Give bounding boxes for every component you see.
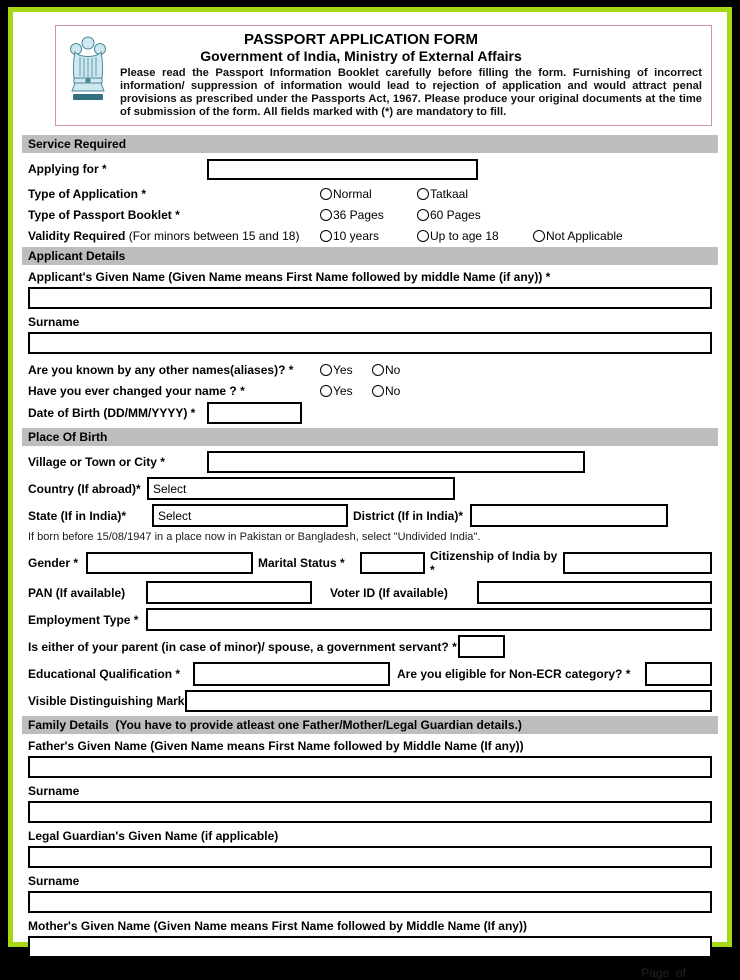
village-label: Village or Town or City * bbox=[28, 455, 165, 469]
govt-servant-row bbox=[22, 635, 718, 658]
type-of-application-label: Type of Application * bbox=[28, 186, 147, 201]
state-district-row bbox=[22, 504, 718, 527]
form-title: PASSPORT APPLICATION FORM bbox=[244, 31, 478, 48]
guardian-given-name-label: Legal Guardian's Given Name (if applicable) bbox=[28, 829, 279, 843]
page-number-label: Page of bbox=[641, 966, 686, 980]
father-surname-input[interactable] bbox=[28, 801, 712, 823]
employment-row bbox=[22, 608, 718, 631]
applying-for-label: Applying for * bbox=[28, 162, 107, 176]
undivided-india-note: If born before 15/08/1947 in a place now in Pakistan or Bangladesh, select "Undivided India". bbox=[28, 531, 481, 543]
govt-servant-input[interactable] bbox=[458, 635, 505, 658]
radio-icon[interactable] bbox=[320, 230, 332, 242]
radio-option-60-pages[interactable]: 60 Pages bbox=[417, 208, 481, 222]
pan-voter-row bbox=[22, 581, 718, 604]
gender-label: Gender * bbox=[28, 556, 79, 570]
dob-input[interactable] bbox=[207, 402, 302, 424]
changed-name-row bbox=[22, 381, 718, 400]
marital-status-label: Marital Status * bbox=[258, 556, 345, 570]
non-ecr-input[interactable] bbox=[645, 662, 712, 686]
radio-icon[interactable] bbox=[533, 230, 545, 242]
form-instructions: Please read the Passport Information Booklet carefully before filling the form. Furnishing of incorrect information/ suppression of information would lead to rejection of application and would attract penal provisions as prescribed under the Passports Act, 1967. Please produce your original documents at the time of submission of the form. All fields marked with (*) are mandatory to fill. bbox=[120, 67, 702, 118]
distinguishing-mark-input[interactable] bbox=[185, 690, 712, 712]
dob-row bbox=[22, 402, 718, 424]
type-of-application-row bbox=[22, 184, 718, 203]
pan-input[interactable] bbox=[146, 581, 312, 604]
radio-changed-yes[interactable]: Yes bbox=[320, 384, 372, 398]
applicant-given-name-label: Applicant's Given Name (Given Name means First Name followed by middle Name (if any)) * bbox=[28, 270, 551, 284]
citizenship-input[interactable] bbox=[563, 552, 712, 574]
applicant-surname-input[interactable] bbox=[28, 332, 712, 354]
mother-given-name-label: Mother's Given Name (Given Name means First Name followed by Middle Name (If any)) bbox=[28, 919, 527, 933]
radio-icon[interactable] bbox=[417, 209, 429, 221]
form-header bbox=[55, 25, 712, 126]
education-label: Educational Qualification * bbox=[28, 667, 181, 681]
validity-required-label: Validity Required (For minors between 15 and 18) bbox=[28, 228, 300, 243]
voter-id-input[interactable] bbox=[477, 581, 712, 604]
aliases-label: Are you known by any other names(aliases)? * bbox=[28, 362, 294, 377]
radio-icon[interactable] bbox=[320, 188, 332, 200]
employment-input[interactable] bbox=[146, 608, 712, 631]
employment-label: Employment Type * bbox=[28, 612, 139, 627]
applicant-surname-label: Surname bbox=[28, 315, 80, 329]
gender-marital-citizenship-row bbox=[22, 549, 718, 577]
type-of-booklet-label: Type of Passport Booklet * bbox=[28, 207, 180, 222]
country-row bbox=[22, 477, 718, 500]
radio-option-not-applicable[interactable]: Not Applicable bbox=[533, 229, 623, 243]
form-subtitle: Government of India, Ministry of External Affairs bbox=[200, 48, 522, 64]
father-given-name-label: Father's Given Name (Given Name means First Name followed by Middle Name (If any)) bbox=[28, 739, 524, 753]
mother-given-name-input[interactable] bbox=[28, 936, 712, 958]
validity-required-row bbox=[22, 226, 718, 245]
state-select[interactable] bbox=[152, 504, 348, 527]
education-nonecr-row bbox=[22, 662, 718, 686]
radio-icon[interactable] bbox=[372, 364, 384, 376]
radio-option-up-to-age-18[interactable]: Up to age 18 bbox=[417, 229, 533, 243]
applying-for-row bbox=[22, 158, 718, 180]
distinguishing-mark-row bbox=[22, 690, 718, 712]
country-label: Country (If abroad)* bbox=[28, 481, 141, 496]
village-input[interactable] bbox=[207, 451, 585, 473]
father-surname-label: Surname bbox=[28, 784, 80, 798]
marital-status-input[interactable] bbox=[360, 552, 425, 574]
radio-changed-no[interactable]: No bbox=[372, 384, 400, 398]
radio-aliases-no[interactable]: No bbox=[372, 363, 400, 377]
radio-option-36-pages[interactable]: 36 Pages bbox=[320, 208, 417, 222]
dob-label: Date of Birth (DD/MM/YYYY) * bbox=[28, 406, 196, 420]
gender-input[interactable] bbox=[86, 552, 253, 574]
distinguishing-mark-label: Visible Distinguishing Mark bbox=[28, 694, 185, 708]
section-bar-applicant-details: Applicant Details bbox=[22, 247, 718, 265]
radio-icon[interactable] bbox=[320, 209, 332, 221]
district-input[interactable] bbox=[470, 504, 668, 527]
father-given-name-input[interactable] bbox=[28, 756, 712, 778]
form-page bbox=[8, 7, 732, 980]
radio-icon[interactable] bbox=[320, 364, 332, 376]
radio-icon[interactable] bbox=[417, 230, 429, 242]
applicant-given-name-input[interactable] bbox=[28, 287, 712, 309]
non-ecr-label: Are you eligible for Non-ECR category? * bbox=[397, 667, 631, 681]
pan-label: PAN (If available) bbox=[28, 585, 126, 600]
radio-icon[interactable] bbox=[320, 385, 332, 397]
changed-name-label: Have you ever changed your name ? * bbox=[28, 383, 245, 398]
aliases-row bbox=[22, 360, 718, 379]
radio-icon[interactable] bbox=[372, 385, 384, 397]
guardian-surname-input[interactable] bbox=[28, 891, 712, 913]
village-row bbox=[22, 451, 718, 473]
guardian-surname-label: Surname bbox=[28, 874, 80, 888]
guardian-given-name-input[interactable] bbox=[28, 846, 712, 868]
section-bar-service-required: Service Required bbox=[22, 135, 718, 153]
state-label: State (If in India)* bbox=[28, 508, 127, 523]
citizenship-label: Citizenship of India by * bbox=[430, 549, 558, 577]
type-of-booklet-row bbox=[22, 205, 718, 224]
education-input[interactable] bbox=[193, 662, 390, 686]
section-bar-place-of-birth: Place Of Birth bbox=[22, 428, 718, 446]
section-bar-family-details: Family Details (You have to provide atleast one Father/Mother/Legal Guardian details.) bbox=[22, 716, 718, 734]
radio-option-normal[interactable]: Normal bbox=[320, 187, 417, 201]
country-select[interactable] bbox=[147, 477, 455, 500]
radio-icon[interactable] bbox=[417, 188, 429, 200]
emblem-container bbox=[65, 31, 111, 119]
radio-option-10-years[interactable]: 10 years bbox=[320, 229, 417, 243]
radio-aliases-yes[interactable]: Yes bbox=[320, 363, 372, 377]
govt-servant-label: Is either of your parent (in case of minor)/ spouse, a government servant? * bbox=[28, 639, 457, 654]
ashoka-emblem-icon bbox=[65, 34, 111, 102]
applying-for-input[interactable] bbox=[207, 159, 478, 180]
radio-option-tatkaal[interactable]: Tatkaal bbox=[417, 187, 468, 201]
voter-id-label: Voter ID (If available) bbox=[330, 585, 448, 600]
district-label: District (If in India)* bbox=[353, 508, 464, 523]
